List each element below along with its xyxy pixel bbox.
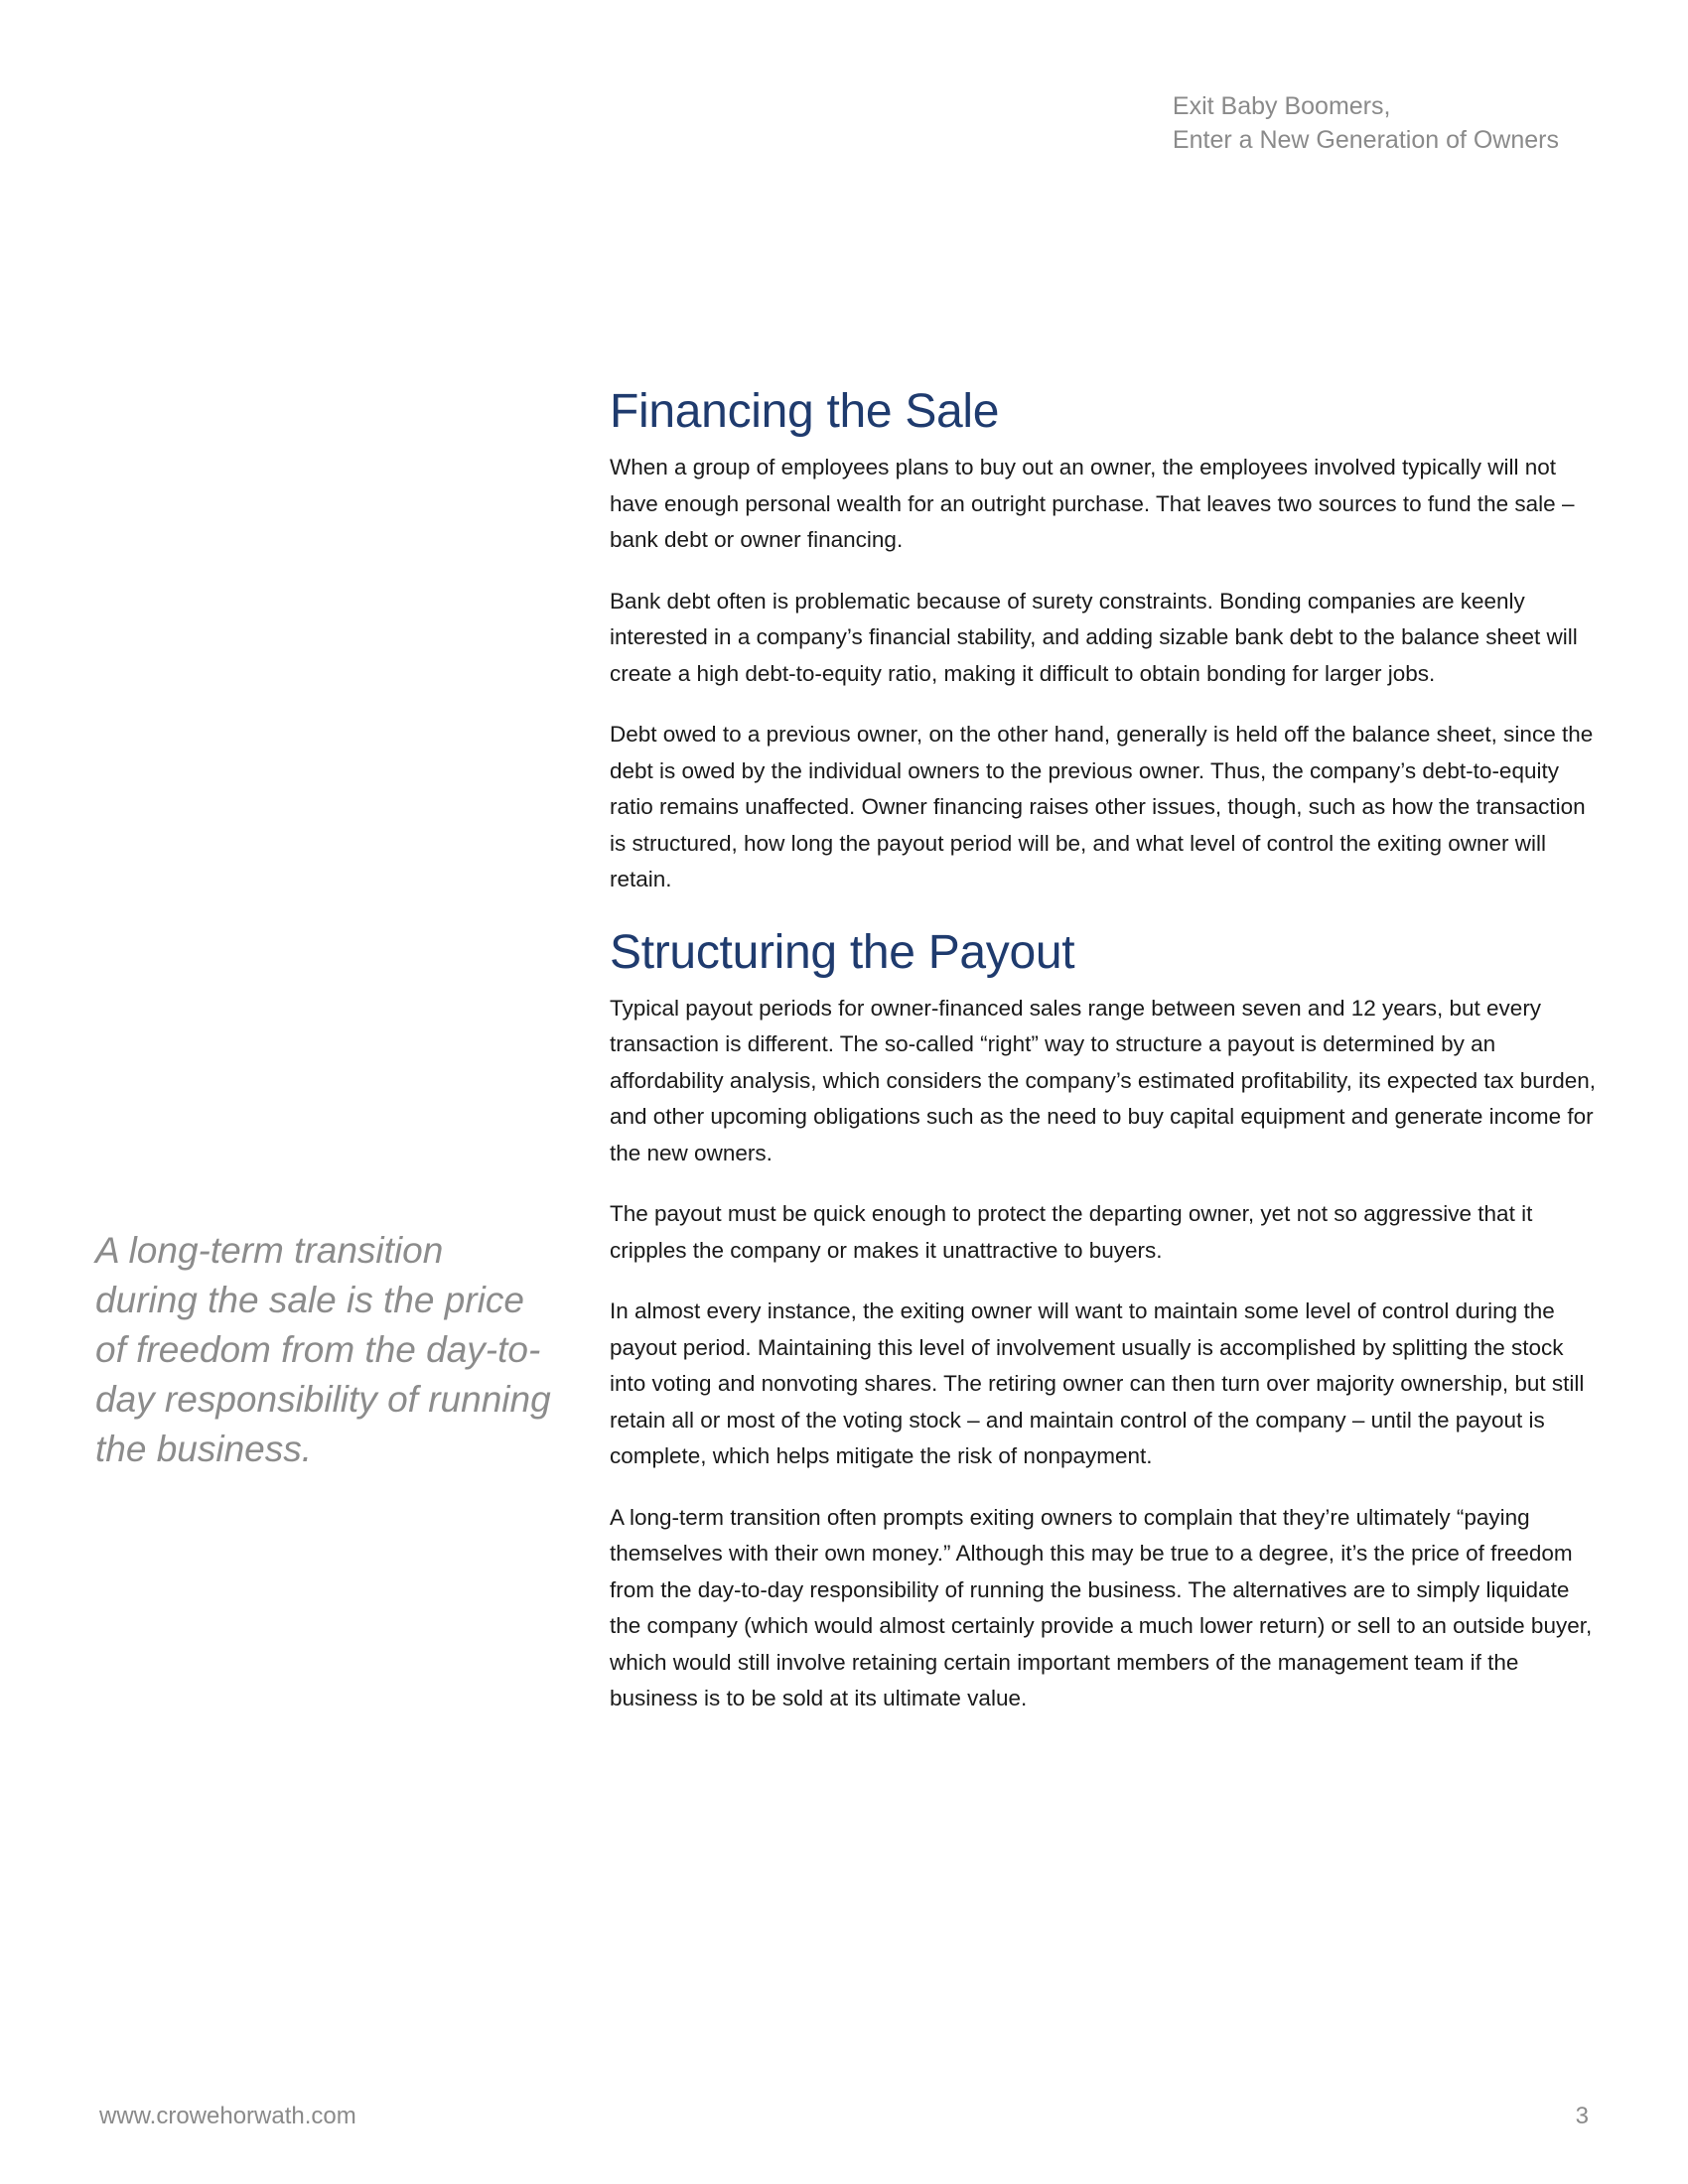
paragraph: The payout must be quick enough to protect the departing owner, yet not so aggressive that it cripples the company or makes it unattractive to buyers. bbox=[610, 1201, 1533, 1263]
pull-quote: A long-term transition during the sale is the price of freedom from the day-to-day responsibility of running the business. bbox=[95, 1230, 551, 1469]
section-heading-payout: Structuring the Payout bbox=[610, 925, 1075, 979]
running-header bbox=[1173, 89, 1559, 157]
paragraph: A long-term transition often prompts exiting owners to complain that they’re ultimately “paying themselves with their own money.” Although this may be true to a degree, it’s the price of freedom from the day-to-day responsibility of running the business. The alternatives are to simply liquidate the company (which would almost certainly provide a much lower return) or sell to an outside buyer, which would still involve retaining certain important members of the management team if the business is to be sold at its ultimate value. bbox=[610, 1504, 1593, 1710]
footer-url[interactable]: www.crowehorwath.com bbox=[99, 2103, 356, 2129]
paragraph: In almost every instance, the exiting owner will want to maintain some level of control during the payout period. Maintaining this level of involvement usually is accomplished by splitting the stock into voting and nonvoting shares. The retiring owner can then turn over majority ownership, but still retain all or most of the voting stock – and maintain control of the company – until the payout is complete, which helps mitigate the risk of nonpayment. bbox=[610, 1298, 1585, 1468]
paragraph: Typical payout periods for owner-financed sales range between seven and 12 years, but every transaction is different. The so-called “right” way to structure a payout is determined by an affordability analysis, which considers the company’s estimated profitability, its expected tax burden, and other upcoming obligations such as the need to buy capital equipment and generate income for the new owners. bbox=[610, 995, 1597, 1165]
running-header-line-1: Exit Baby Boomers, bbox=[1172, 92, 1391, 120]
page-number: 3 bbox=[1575, 2103, 1589, 2129]
main-column bbox=[610, 382, 1603, 1742]
paragraph: Bank debt often is problematic because of surety constraints. Bonding companies are keenly interested in a company’s financial stability, and adding sizable bank debt to the balance sheet will create a high debt-to-equity ratio, making it difficult to obtain bonding for larger jobs. bbox=[610, 588, 1578, 686]
running-header-line-2: Enter a New Generation of Owners bbox=[1172, 126, 1559, 154]
section-heading-financing: Financing the Sale bbox=[610, 385, 1000, 438]
paragraph: When a group of employees plans to buy out an owner, the employees involved typically will not have enough personal wealth for an outright purchase. That leaves two sources to fund the sale – bank debt or owner financing. bbox=[610, 455, 1575, 552]
paragraph: Debt owed to a previous owner, on the other hand, generally is held off the balance sheet, since the debt is owed by the individual owners to the previous owner. Thus, the company’s debt-to-equity ratio remains unaffected. Owner financing raises other issues, though, such as how the transaction is structured, how long the payout period will be, and what level of control the exiting owner will retain. bbox=[610, 722, 1594, 891]
